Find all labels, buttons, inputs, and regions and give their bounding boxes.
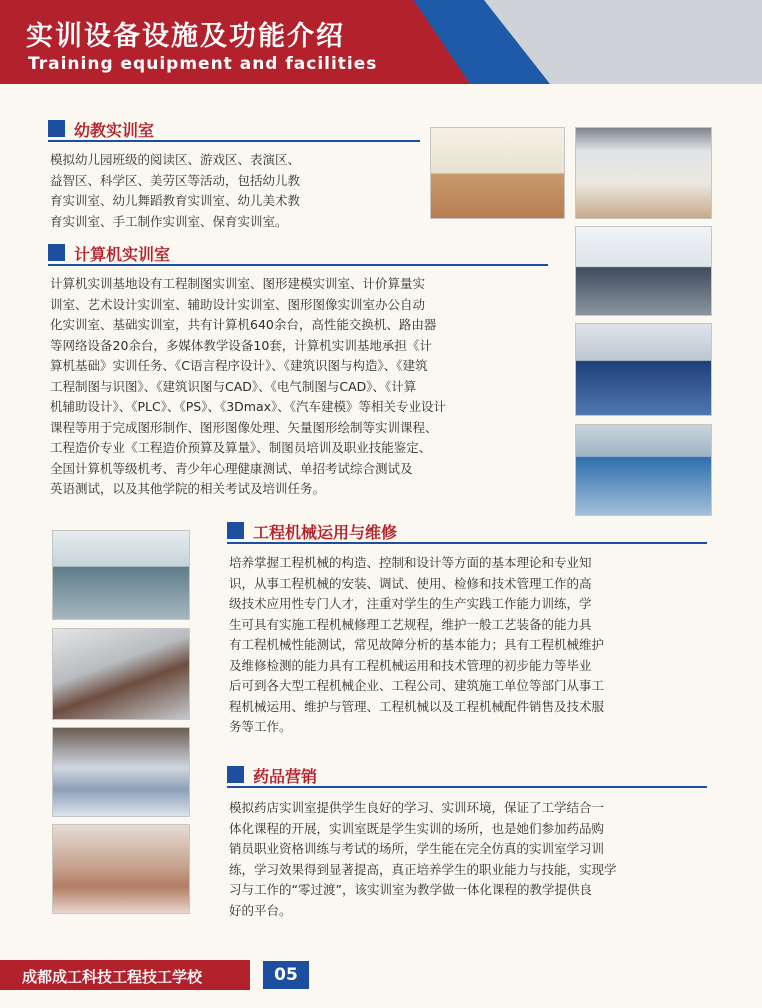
section-title: 工程机械运用与维修	[253, 523, 398, 542]
pharmacy-room-photo-2	[52, 824, 190, 914]
pharmacy-room-photo-1	[52, 727, 190, 817]
text-line: 习与工作的“零过渡”，该实训室为教学做一体化课程的教学提供良	[229, 882, 592, 897]
page-subtitle: Training equipment and facilities	[28, 54, 378, 74]
text-line: 体化课程的开展，实训室既是学生实训的场所，也是她们参加药品购	[229, 820, 605, 836]
section-heading-preschool	[48, 116, 420, 142]
text-line: 有工程机械性能测试，常见故障分析的基本能力；具有工程机械维护	[229, 637, 605, 652]
section-underline	[227, 786, 707, 788]
text-line: 及维修检测的能力具有工程机械运用和技术管理的初步能力等毕业	[229, 657, 592, 673]
preschool-classroom-photo	[430, 127, 565, 219]
text-line: 级技术应用性专门人才，注重对学生的生产实践工作能力训练，学	[229, 596, 592, 611]
text-line: 全国计算机等级机考、青少年心理健康测试、单招考试综合测试及	[50, 460, 413, 476]
text-line: 育实训室、幼儿舞蹈教育实训室、幼儿美术教	[50, 193, 301, 208]
section-body-pharmacy	[229, 798, 617, 921]
section-underline	[227, 542, 707, 544]
section-heading-machinery	[227, 518, 707, 544]
text-line: 化实训室、基础实训室，共有计算机640余台，高性能交换机、路由器	[50, 317, 437, 332]
section-marker	[48, 120, 65, 137]
text-line: 后可到各大型工程机械企业、工程公司、建筑施工单位等部门从事工	[229, 678, 605, 693]
text-line: 程机械运用、维护与管理、工程机械以及工程机械配件销售及技术服	[229, 698, 605, 714]
text-line: 育实训室、手工制作实训室、保育实训室。	[50, 213, 288, 229]
section-body-computer	[50, 274, 446, 500]
text-line: 练，学习效果得到显著提高，真正培养学生的职业能力与技能，实现学	[229, 861, 617, 877]
text-line: 生可具有实施工程机械修理工艺规程，维护一般工艺装备的能力具	[229, 616, 592, 632]
section-heading-computer	[48, 240, 548, 266]
text-line: 务等工作。	[229, 719, 292, 734]
section-body-preschool	[50, 150, 300, 232]
text-line: 机辅助设计》、《PLC》、《PS》、《3Dmax》、《汽车建模》等相关专业设计	[50, 399, 447, 414]
computer-lab-photo-1	[575, 226, 712, 316]
computer-lab-photo-2	[575, 323, 712, 416]
section-marker	[227, 522, 244, 539]
dance-room-photo	[575, 127, 712, 219]
section-title: 幼教实训室	[74, 121, 155, 140]
machinery-workshop-photo-1	[52, 530, 190, 620]
text-line: 益智区、科学区、美劳区等活动，包括幼儿教	[50, 172, 301, 188]
text-line: 工程制图与识图》、《建筑识图与CAD》、《电气制图与CAD》、《计算	[50, 378, 417, 394]
text-line: 模拟药店实训室提供学生良好的学习、实训环境，保证了工学结合一	[229, 800, 605, 815]
text-line: 算机基础》实训任务、《C语言程序设计》、《建筑识图与构造》、《建筑	[50, 358, 428, 373]
page-title: 实训设备设施及功能介绍	[26, 21, 345, 52]
computer-lab-photo-3	[575, 424, 712, 516]
text-line: 工程造价专业《工程造价预算及算量》、制图员培训及职业技能鉴定、	[50, 440, 432, 455]
text-line: 培养掌握工程机械的构造、控制和设计等方面的基本理论和专业知	[229, 555, 592, 570]
text-line: 英语测试，以及其他学院的相关考试及培训任务。	[50, 481, 326, 496]
section-title: 药品营销	[253, 767, 318, 786]
footer-school-name: 成都成工科技工程技工学校	[22, 968, 203, 986]
section-title: 计算机实训室	[74, 245, 171, 264]
text-line: 模拟幼儿园班级的阅读区、游戏区、表演区、	[50, 152, 301, 167]
section-body-machinery	[229, 553, 604, 738]
text-line: 训室、艺术设计实训室、辅助设计实训室、图形图像实训室办公自动	[50, 296, 426, 312]
text-line: 课程等用于完成图形制作、图形图像处理、矢量图形绘制等实训课程、	[50, 419, 438, 435]
page-number: 05	[263, 961, 309, 989]
text-line: 等网络设备20余台，多媒体教学设备10套，计算机实训基地承担《计	[50, 337, 432, 353]
section-heading-pharmacy	[227, 762, 707, 788]
text-line: 计算机实训基地设有工程制图实训室、图形建模实训室、计价算量实	[50, 276, 426, 291]
text-line: 识，从事工程机械的安装、调试、使用、检修和技术管理工作的高	[229, 575, 592, 591]
section-marker	[48, 244, 65, 261]
section-underline	[48, 140, 420, 142]
section-marker	[227, 766, 244, 783]
text-line: 销员职业资格训练与考试的场所，学生能在完全仿真的实训室学习训	[229, 841, 605, 856]
text-line: 好的平台。	[229, 902, 292, 918]
machinery-workshop-photo-2	[52, 628, 190, 720]
section-underline	[48, 264, 548, 266]
